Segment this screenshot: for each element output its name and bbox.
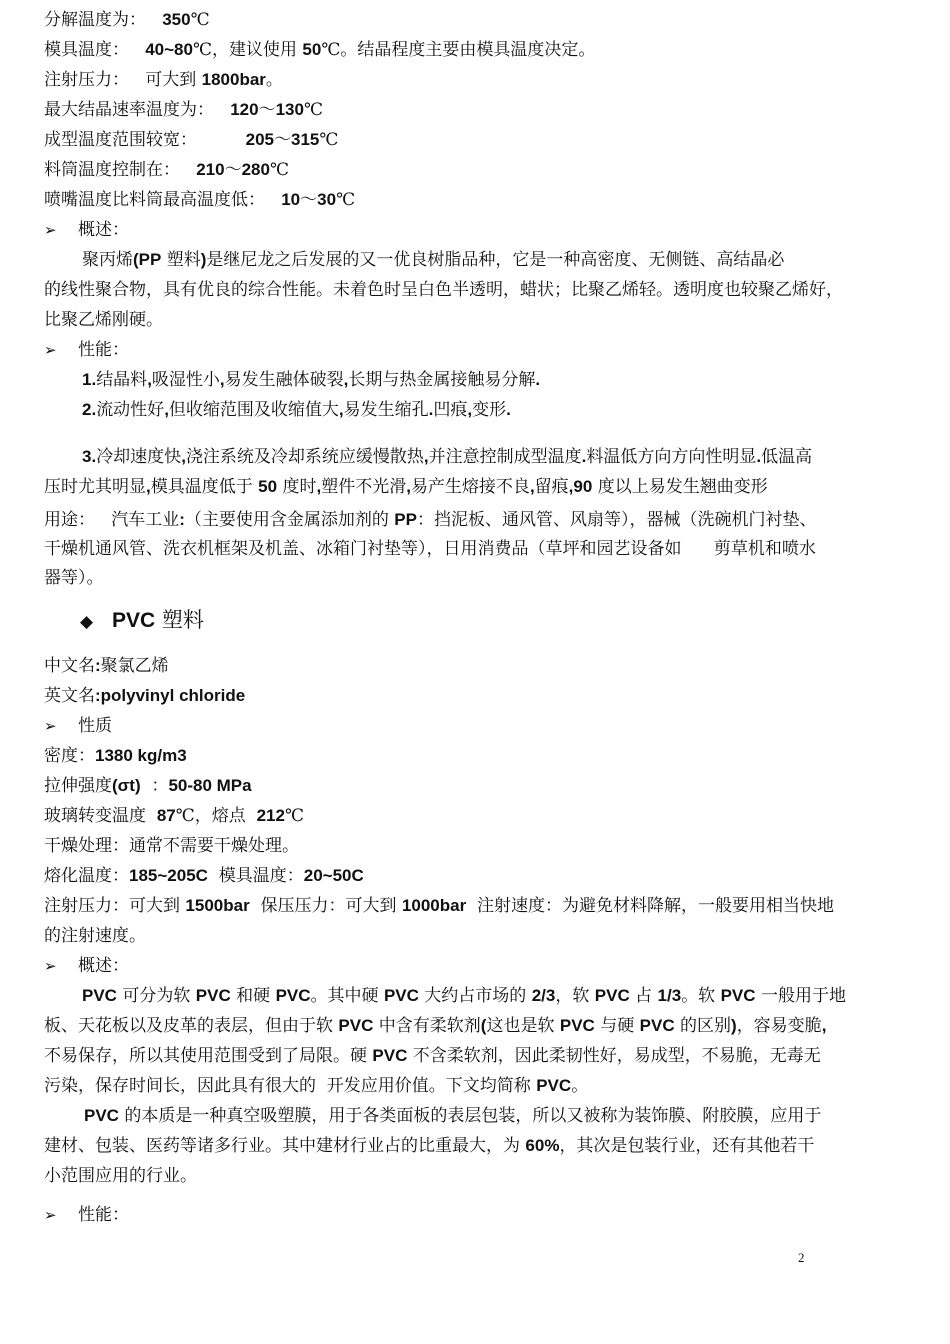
- text-segment: 87: [156, 806, 176, 825]
- text-segment: 建材、包装、医药等诸多行业。其中建材行业占的比重最大，为: [44, 1136, 526, 1156]
- text-segment: 概述：: [78, 220, 129, 240]
- text-line: [44, 338, 924, 362]
- text-segment: 1500bar: [185, 896, 250, 915]
- text-segment: ,90: [568, 477, 593, 496]
- arrow-bullet-icon: ➢: [44, 717, 57, 735]
- text-segment: 最大结晶速率温度为：: [44, 100, 231, 120]
- text-line: [44, 158, 924, 182]
- text-line: [44, 475, 924, 499]
- text-segment: 不易保存，所以其使用范围受到了局限。硬: [44, 1046, 373, 1066]
- text-segment: ,: [423, 447, 429, 466]
- text-line: [44, 8, 924, 32]
- text-segment: 2.: [82, 400, 97, 419]
- text-segment: 长期与热金属接触易分解: [348, 370, 536, 390]
- text-segment: 注射压力： 可大到: [44, 70, 202, 90]
- text-segment: ,: [316, 477, 322, 496]
- text-segment: .: [506, 400, 511, 419]
- text-segment: 205: [245, 130, 275, 149]
- text-segment: ℃。结晶程度主要由模具温度决定。: [321, 40, 596, 60]
- text-segment: 易发生融体破裂: [224, 370, 344, 390]
- text-segment: 性质: [78, 716, 112, 736]
- text-segment: :: [179, 510, 185, 529]
- text-segment: 30: [317, 190, 337, 209]
- text-segment: ：: [140, 776, 169, 796]
- text-segment: 度以上易发生翘曲变形: [592, 477, 768, 497]
- text-segment: PVC: [559, 1016, 595, 1035]
- text-segment: ,: [338, 400, 344, 419]
- text-segment: 压时尤其明显: [44, 477, 146, 497]
- text-segment: 聚氯乙烯: [100, 656, 169, 676]
- text-line: [44, 1044, 924, 1068]
- text-line: [82, 445, 950, 469]
- text-segment: 分解温度为：: [44, 10, 163, 30]
- text-line: [44, 98, 924, 122]
- text-segment: 120: [230, 100, 259, 119]
- text-line: [44, 128, 924, 152]
- text-line: [44, 508, 924, 532]
- text-segment: 的线性聚合物，具有优良的综合性能。未着色时呈白色半透明，蜡状；比聚乙烯轻。透明度也较聚乙烯好，: [44, 280, 843, 300]
- text-segment: ,: [219, 370, 225, 389]
- text-segment: ,: [467, 400, 473, 419]
- text-segment: 315: [291, 130, 320, 149]
- text-segment: ℃: [336, 190, 356, 210]
- text-segment: PVC: [84, 1106, 119, 1125]
- text-segment: (: [480, 1016, 487, 1035]
- text-line: [44, 38, 924, 62]
- arrow-bullet-icon: ➢: [44, 221, 57, 239]
- text-segment: ，其次是包装行业，还有其他若干: [559, 1136, 815, 1156]
- text-segment: ～: [274, 130, 292, 150]
- text-segment: 注射压力：可大到: [44, 896, 186, 916]
- text-segment: 玻璃转变温度: [44, 806, 157, 826]
- text-segment: ～: [224, 160, 242, 180]
- text-line: [44, 1134, 924, 1158]
- text-segment: 模具温度低于: [150, 477, 259, 497]
- text-segment: 冷却速度快: [96, 447, 182, 467]
- text-segment: 度时: [277, 477, 317, 497]
- text-segment: ,: [821, 1016, 827, 1035]
- text-segment: 中文名: [44, 656, 95, 676]
- text-segment: 干燥处理：通常不需要干燥处理。: [44, 836, 299, 856]
- text-segment: PVC: [112, 609, 156, 632]
- text-segment: ,: [529, 477, 535, 496]
- text-line: [44, 804, 924, 828]
- text-segment: 3.: [82, 447, 97, 466]
- text-segment: 40~80: [145, 40, 193, 59]
- text-segment: ,: [406, 477, 411, 496]
- text-segment: 10: [281, 190, 301, 209]
- text-segment: 干燥机通风管、洗衣机框架及机盖、冰箱门衬垫等），日用消费品（草坪和园艺设备如 剪草机和喷水: [44, 539, 816, 559]
- text-segment: ℃: [284, 806, 304, 826]
- text-segment: 1800bar: [201, 70, 266, 89]
- text-segment: PVC: [720, 986, 756, 1005]
- text-segment: (PP: [133, 250, 162, 269]
- text-line: [44, 68, 924, 92]
- text-segment: 1380 kg/m3: [95, 746, 187, 765]
- text-segment: :: [95, 656, 101, 675]
- text-segment: ℃，建议使用: [192, 40, 303, 60]
- text-line: [44, 954, 924, 978]
- text-segment: ℃: [269, 160, 289, 180]
- text-segment: 。: [571, 1076, 589, 1096]
- text-segment: 留痕: [534, 477, 569, 497]
- text-segment: 。软: [681, 986, 721, 1006]
- text-segment: 概述：: [78, 956, 129, 976]
- text-line: [44, 308, 924, 332]
- text-segment: ℃: [303, 100, 323, 120]
- text-segment: ，软: [555, 986, 595, 1006]
- text-segment: 熔化温度：: [44, 866, 129, 886]
- text-line: [44, 924, 924, 948]
- text-segment: 50: [258, 477, 278, 496]
- text-segment: 易发生缩孔: [343, 400, 429, 420]
- text-segment: 的注射速度。: [44, 926, 146, 946]
- text-segment: 可分为软: [116, 986, 196, 1006]
- text-segment: PVC: [594, 986, 630, 1005]
- text-segment: 185~205C: [129, 866, 208, 885]
- text-segment: ,: [147, 370, 152, 389]
- text-segment: 结晶料: [96, 370, 148, 390]
- text-segment: 。其中硬: [310, 986, 384, 1006]
- text-segment: PVC: [383, 986, 419, 1005]
- text-segment: 塑料: [155, 608, 204, 632]
- text-line: [44, 537, 924, 561]
- arrow-bullet-icon: ➢: [44, 1206, 57, 1224]
- text-segment: ): [731, 1016, 737, 1035]
- text-line: [44, 774, 924, 798]
- text-segment: 用途： 汽车工业: [44, 510, 180, 530]
- text-line: [44, 566, 924, 590]
- text-segment: 但收缩范围及收缩值大: [168, 400, 339, 420]
- text-segment: 模具温度：: [207, 866, 304, 886]
- text-segment: ：挡泥板、通风管、风扇等），器械（洗碗机门衬垫、: [416, 510, 817, 530]
- text-segment: 是继尼龙之后发展的又一优良树脂品种，它是一种高密度、无侧链、高结晶必: [206, 250, 785, 270]
- text-segment: 注射速度：为避免材料降解，一般要用相当快地: [466, 896, 834, 916]
- text-segment: 喷嘴温度比料筒最高温度低：: [44, 190, 282, 210]
- arrow-bullet-icon: ➢: [44, 957, 57, 975]
- text-segment: PVC: [536, 1076, 572, 1095]
- text-segment: ,: [164, 400, 169, 419]
- text-segment: 拉伸强度: [44, 776, 112, 796]
- text-segment: 流动性好: [96, 400, 165, 420]
- text-line: [82, 368, 950, 392]
- text-line: [44, 684, 924, 708]
- text-segment: 模具温度：: [44, 40, 146, 60]
- text-line: [44, 864, 924, 888]
- text-segment: 成型温度范围较宽：: [44, 130, 246, 150]
- text-line: [44, 654, 924, 678]
- text-segment: 吸湿性小: [151, 370, 220, 390]
- text-segment: 1000bar: [401, 896, 467, 915]
- text-segment: .: [428, 400, 434, 419]
- diamond-bullet-icon: ◆: [80, 612, 94, 632]
- text-segment: PVC: [639, 1016, 675, 1035]
- text-segment: 占: [629, 986, 658, 1006]
- text-segment: 聚丙烯: [82, 250, 133, 270]
- text-segment: 一般用于地: [755, 986, 846, 1006]
- text-segment: 不含柔软剂，因此柔韧性好，易成型，不易脆，无毒无: [407, 1046, 821, 1066]
- text-segment: 性能：: [78, 340, 129, 360]
- text-segment: （主要使用含金属添加剂的: [184, 510, 395, 530]
- text-segment: :polyvinyl chloride: [95, 686, 246, 705]
- text-line: [82, 248, 950, 272]
- text-segment: 130: [275, 100, 304, 119]
- text-line: [44, 714, 924, 738]
- text-segment: 易产生熔接不良: [410, 477, 530, 497]
- text-segment: (σt): [112, 776, 141, 795]
- text-segment: ～: [300, 190, 318, 210]
- text-segment: ,: [181, 447, 186, 466]
- text-line: [44, 188, 924, 212]
- text-segment: 大约占市场的: [418, 986, 532, 1006]
- text-line: [44, 1203, 924, 1227]
- text-segment: 污染，保存时间长，因此具有很大的 开发应用价值。下文均简称: [44, 1076, 537, 1096]
- text-segment: 的区别: [674, 1016, 732, 1036]
- text-line: [82, 398, 950, 422]
- text-segment: 变形: [472, 400, 507, 420]
- text-segment: 料筒温度控制在：: [44, 160, 197, 180]
- text-segment: 凹痕: [433, 400, 468, 420]
- text-segment: 280: [241, 160, 270, 179]
- text-segment: ,: [146, 477, 151, 496]
- text-segment: 210: [196, 160, 225, 179]
- text-segment: 1/3: [657, 986, 682, 1005]
- text-segment: PP: [394, 510, 417, 529]
- text-segment: 50: [302, 40, 322, 59]
- text-segment: ℃，熔点: [175, 806, 257, 826]
- text-segment: 塑件不光滑: [321, 477, 407, 497]
- text-segment: ℃: [190, 10, 210, 30]
- text-segment: .: [535, 370, 541, 389]
- text-line: [44, 1074, 924, 1098]
- text-segment: 这也是软: [486, 1016, 560, 1036]
- text-segment: 的本质是一种真空吸塑膜，用于各类面板的表层包装，所以又被称为装饰膜、附胶膜，应用于: [118, 1106, 822, 1126]
- text-segment: 1.: [82, 370, 97, 389]
- text-segment: ～: [258, 100, 276, 120]
- text-line: [44, 894, 924, 918]
- text-segment: 50-80 MPa: [168, 776, 252, 795]
- text-segment: 保压压力：可大到: [249, 896, 402, 916]
- text-segment: 212: [256, 806, 285, 825]
- text-segment: PVC: [372, 1046, 408, 1065]
- text-segment: ,: [343, 370, 349, 389]
- text-segment: 中含有柔软剂: [373, 1016, 481, 1036]
- text-segment: 低温高: [761, 447, 813, 467]
- arrow-bullet-icon: ➢: [44, 341, 57, 359]
- text-segment: 2/3: [531, 986, 556, 1005]
- text-segment: 密度：: [44, 746, 95, 766]
- text-line: [44, 278, 924, 302]
- text-segment: 浇注系统及冷却系统应缓慢散热: [185, 447, 424, 467]
- text-line: [82, 984, 950, 1008]
- text-segment: 并注意控制成型温度: [428, 447, 582, 467]
- text-line: [84, 1104, 950, 1128]
- text-segment: 350: [162, 10, 191, 29]
- text-segment: 比聚乙烯刚硬。: [44, 310, 163, 330]
- text-segment: .: [756, 447, 762, 466]
- text-segment: 性能：: [78, 1205, 129, 1225]
- text-segment: .: [581, 447, 587, 466]
- text-segment: 英文名: [44, 686, 95, 706]
- text-segment: ): [200, 250, 207, 269]
- text-segment: 器等）。: [44, 568, 104, 588]
- text-segment: 。: [265, 70, 283, 90]
- text-segment: PVC: [338, 1016, 374, 1035]
- text-segment: PVC: [275, 986, 311, 1005]
- text-segment: 小范围应用的行业。: [44, 1166, 197, 1186]
- text-segment: PVC: [82, 986, 117, 1005]
- text-segment: 塑料: [161, 250, 201, 270]
- text-line: [44, 834, 924, 858]
- section-heading: [80, 608, 950, 632]
- text-segment: 60%: [525, 1136, 560, 1155]
- text-line: [44, 744, 924, 768]
- text-segment: PVC: [195, 986, 231, 1005]
- text-segment: 板、天花板以及皮革的表层，但由于软: [44, 1016, 339, 1036]
- text-line: [44, 1164, 924, 1188]
- text-line: [44, 1014, 924, 1038]
- text-segment: ℃: [319, 130, 339, 150]
- text-segment: 料温低方向方向性明显: [586, 447, 757, 467]
- text-line: [44, 218, 924, 242]
- text-segment: 与硬: [594, 1016, 640, 1036]
- text-segment: 20~50C: [303, 866, 364, 885]
- page-number: 2: [798, 1250, 805, 1265]
- text-segment: ，容易变脆: [736, 1016, 822, 1036]
- text-segment: 和硬: [230, 986, 276, 1006]
